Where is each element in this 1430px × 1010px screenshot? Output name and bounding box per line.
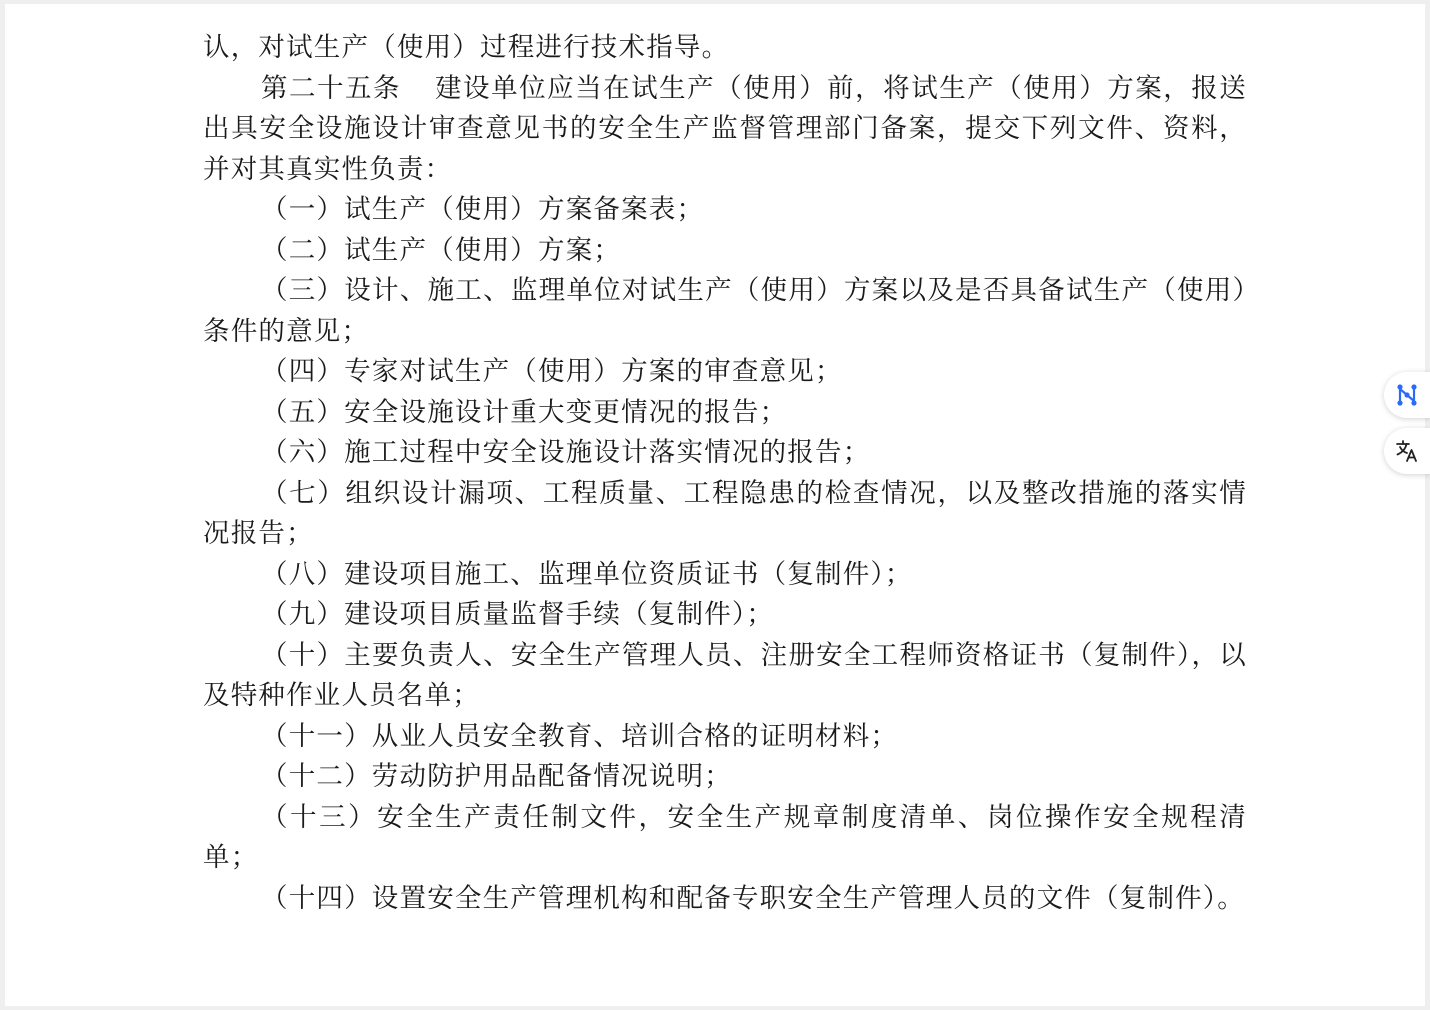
list-item: （十三）安全生产责任制文件，安全生产规章制度清单、岗位操作安全规程清单； [203,801,1247,873]
list-item: （七）组织设计漏项、工程质量、工程隐患的检查情况，以及整改措施的落实情况报告； [203,477,1247,549]
paragraph-continuation: 认，对试生产（使用）过程进行技术指导。 [203,32,730,63]
list-item: （三）设计、施工、监理单位对试生产（使用）方案以及是否具备试生产（使用）条件的意见； [203,275,1247,347]
list-item: （四）专家对试生产（使用）方案的审查意见； [261,356,843,387]
ai-assistant-button[interactable] [1384,372,1430,418]
list-item: （十二）劳动防护用品配备情况说明； [261,761,732,792]
list-item: （五）安全设施设计重大变更情况的报告； [261,396,788,428]
list-item: （二）试生产（使用）方案； [261,234,622,266]
translate-icon [1394,438,1420,464]
document-page [5,4,1425,1006]
list-item: （六）施工过程中安全设施设计落实情况的报告； [261,437,871,468]
list-item: （八）建设项目施工、监理单位资质证书（复制件）； [261,558,913,590]
list-item: （十）主要负责人、安全生产管理人员、注册安全工程师资格证书（复制件），以及特种作业人员名单； [203,639,1247,711]
paragraph-article [203,69,1247,191]
document-body [203,28,1247,919]
list-item: （一）试生产（使用）方案备案表； [261,194,705,225]
list-item: （十一）从业人员安全教育、培训合格的证明材料； [261,720,899,752]
ai-assistant-icon [1393,381,1421,409]
article-number: 第二十五条 [261,72,402,104]
list-item: （九）建设项目质量监督手续（复制件）； [261,599,775,630]
translate-button[interactable] [1384,428,1430,474]
side-toolbar [1378,372,1430,484]
article-text: 建设单位应当在试生产（使用）前，将试生产（使用）方案，报送出具安全设施设计审查意见书的安全生产监督管理部门备案，提交下列文件、资料，并对其真实性负责： [203,72,1247,185]
list-item: （十四）设置安全生产管理机构和配备专职安全生产管理人员的文件（复制件）。 [261,882,1245,914]
